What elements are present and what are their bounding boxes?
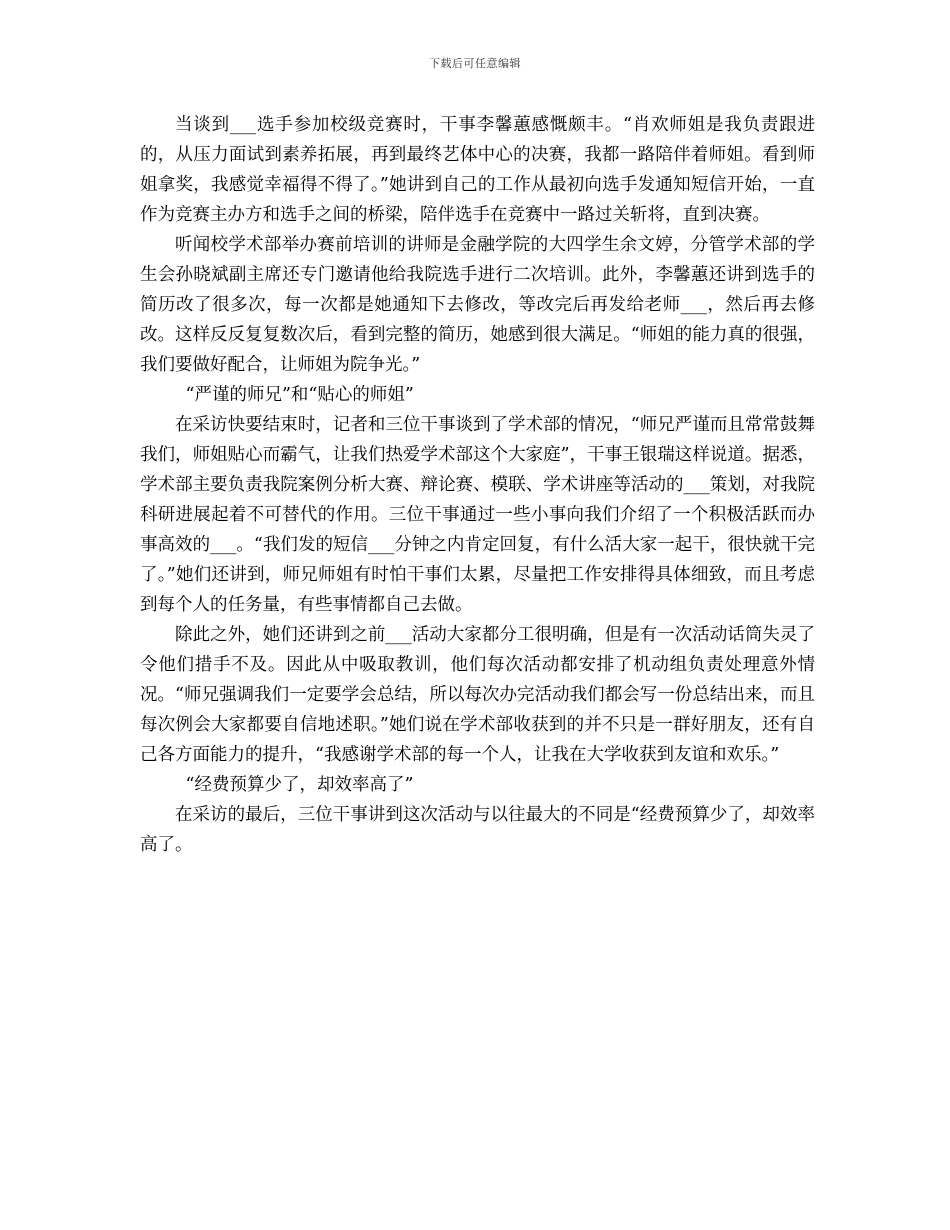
paragraph-1: 当谈到___选手参加校级竞赛时，干事李馨蕙感慨颇丰。“肖欢师姐是我负责跟进的，从压力面试到素养拓展，再到最终艺体中心的决赛，我都一路陪伴着师姐。看到师姐拿奖，我感觉幸福得不得了。”她讲到自己的工作从最初向选手发通知短信开始，一直作为竞赛主办方和选手之间的桥梁，陪伴选手在竞赛中一路过关斩将，直到决赛。 — [140, 115, 815, 225]
paragraph-2: 听闻校学术部举办赛前培训的讲师是金融学院的大四学生余文婷，分管学术部的学生会孙晓斌副主席还专门邀请他给我院选手进行二次培训。此外，李馨蕙还讲到选手的简历改了很多次，每一次都是她通知下去修改，等改完后再发给老师___，然后再去修改。这样反反复复数次后，看到完整的简历，她感到很大满足。“师姐的能力真的很强，我们要做好配合，让师姐为院争光。” — [140, 235, 815, 375]
document-body — [140, 110, 815, 860]
page-header: 下载后可任意编辑 — [429, 57, 521, 70]
paragraph-4: 除此之外，她们还讲到之前___活动大家都分工很明确，但是有一次活动话筒失灵了令他们措手不及。因此从中吸取教训，他们每次活动都安排了机动组负责处理意外情况。“师兄强调我们一定要学会总结，所以每次办完活动我们都会写一份总结出来，而且每次例会大家都要自信地述职。”她们说在学术部收获到的并不只是一群好朋友，还有自己各方面能力的提升，“我感谢学术部的每一个人，让我在大学收获到友谊和欢乐。” — [140, 625, 815, 765]
paragraph-3: 在采访快要结束时，记者和三位干事谈到了学术部的情况，“师兄严谨而且常常鼓舞我们，师姐贴心而霸气，让我们热爱学术部这个大家庭”，干事王银瑞这样说道。据悉，学术部主要负责我院案例分析大赛、辩论赛、模联、学术讲座等活动的___策划，对我院科研进展起着不可替代的作用。三位干事通过一些小事向我们介绍了一个积极活跃而办事高效的___。“我们发的短信___分钟之内肯定回复，有什么活大家一起干，很快就干完了。”她们还讲到，师兄师姐有时怕干事们太累，尽量把工作安排得具体细致，而且考虑到每个人的任务量，有些事情都自己去做。 — [140, 415, 815, 615]
section-heading-2: “经费预算少了，却效率高了” — [185, 775, 414, 795]
section-heading-1: “严谨的师兄”和“贴心的师姐” — [185, 385, 414, 405]
paragraph-5: 在采访的最后，三位干事讲到这次活动与以往最大的不同是“经费预算少了，却效率高了。 — [140, 805, 815, 855]
